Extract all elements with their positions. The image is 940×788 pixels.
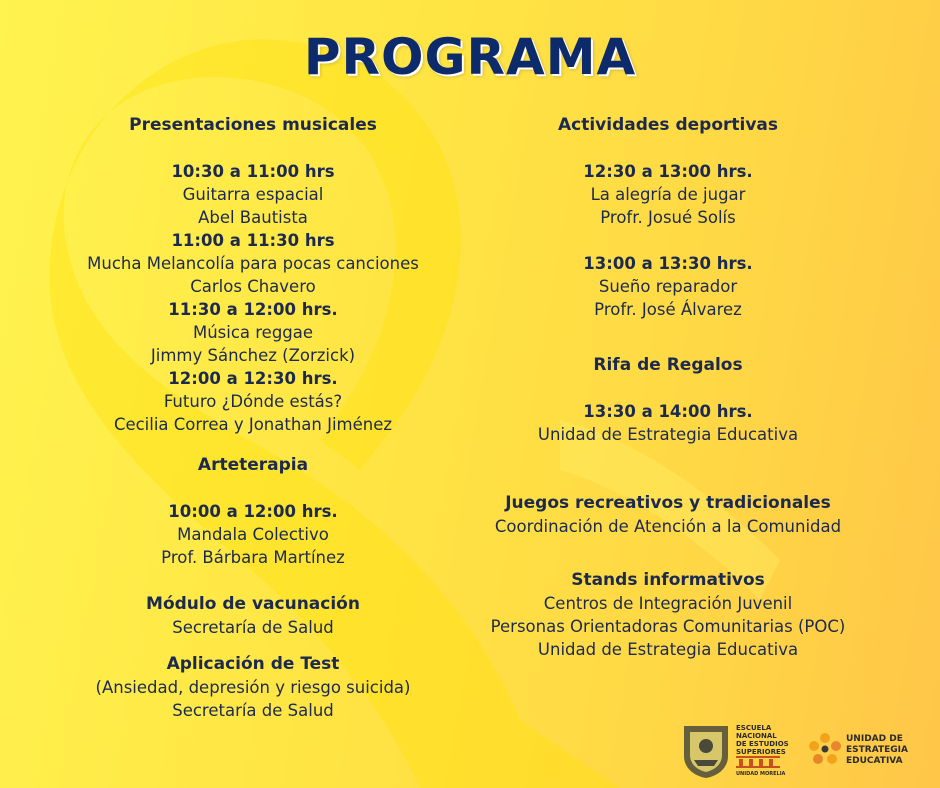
time-slot: 12:30 a 13:00 hrs. (583, 162, 753, 181)
section-title-musicales: Presentaciones musicales (129, 115, 377, 135)
time-slot: 13:30 a 14:00 hrs. (583, 402, 753, 421)
organizer-name: Unidad de Estrategia Educativa (537, 425, 799, 444)
organizer-name: Centros de Integración Juvenil (543, 594, 793, 613)
section-title-rifa: Rifa de Regalos (593, 355, 743, 375)
time-slot: 10:30 a 11:00 hrs (171, 162, 335, 181)
presenter-name: Jimmy Sánchez (Zorzick) (150, 346, 356, 365)
ued-logo-text: ESTRATEGIA (846, 745, 908, 755)
right-column (470, 114, 866, 661)
section-title-deportivas: Actividades deportivas (557, 115, 779, 135)
organizer-name: Secretaría de Salud (172, 701, 334, 720)
activity-name: Mucha Melancolía para pocas canciones (87, 254, 419, 273)
ued-logo-text: EDUCATIVA (846, 756, 903, 766)
ued-emblem-icon (808, 732, 842, 766)
enes-morelia-logo (680, 722, 790, 780)
presenter-name: Abel Bautista (198, 208, 308, 227)
time-slot: 11:30 a 12:00 hrs. (168, 300, 338, 319)
presenter-name: Profr. Josué Solís (600, 208, 736, 227)
columns-icon (736, 756, 780, 768)
ued-logo (806, 728, 916, 774)
activity-name: Sueño reparador (598, 277, 738, 296)
presenter-name: Profr. José Álvarez (594, 300, 742, 319)
organizer-name: Unidad de Estrategia Educativa (537, 640, 799, 659)
activity-name: Mandala Colectivo (177, 525, 329, 544)
organizer-name: Personas Orientadoras Comunitarias (POC) (490, 617, 846, 636)
time-slot: 11:00 a 11:30 hrs (171, 231, 335, 250)
section-title-stands: Stands informativos (571, 570, 765, 590)
enes-logo-text: DE ESTUDIOS (736, 740, 789, 748)
time-slot: 10:00 a 12:00 hrs. (168, 502, 338, 521)
presenter-name: Carlos Chavero (190, 277, 316, 296)
unam-shield-icon (680, 722, 732, 780)
ued-logo-text: UNIDAD DE (846, 734, 903, 744)
section-title-vacunacion: Módulo de vacunación (146, 594, 360, 614)
enes-logo-text: UNIDAD MORELIA (736, 771, 786, 777)
activity-name: Futuro ¿Dónde estás? (163, 392, 343, 411)
left-column (58, 114, 448, 722)
time-slot: 13:00 a 13:30 hrs. (583, 254, 753, 273)
enes-logo-text: ESCUELA (736, 724, 772, 732)
activity-name: La alegría de jugar (590, 185, 746, 204)
section-title-juegos: Juegos recreativos y tradicionales (505, 493, 831, 513)
enes-logo-text: NACIONAL (736, 732, 777, 740)
time-slot: 12:00 a 12:30 hrs. (168, 369, 338, 388)
enes-logo-text: SUPERIORES (736, 748, 786, 756)
activity-name: Guitarra espacial (182, 185, 324, 204)
section-title-arteterapia: Arteterapia (197, 455, 309, 475)
activity-name: Música reggae (192, 323, 314, 342)
presenter-name: Prof. Bárbara Martínez (161, 548, 345, 567)
organizer-name: Secretaría de Salud (172, 618, 334, 637)
presenter-name: Cecilia Correa y Jonathan Jiménez (113, 415, 393, 434)
section-title-test: Aplicación de Test (166, 654, 340, 674)
test-description: (Ansiedad, depresión y riesgo suicida) (95, 678, 411, 697)
page-title: PROGRAMA (303, 28, 637, 86)
organizer-name: Coordinación de Atención a la Comunidad (494, 517, 842, 536)
